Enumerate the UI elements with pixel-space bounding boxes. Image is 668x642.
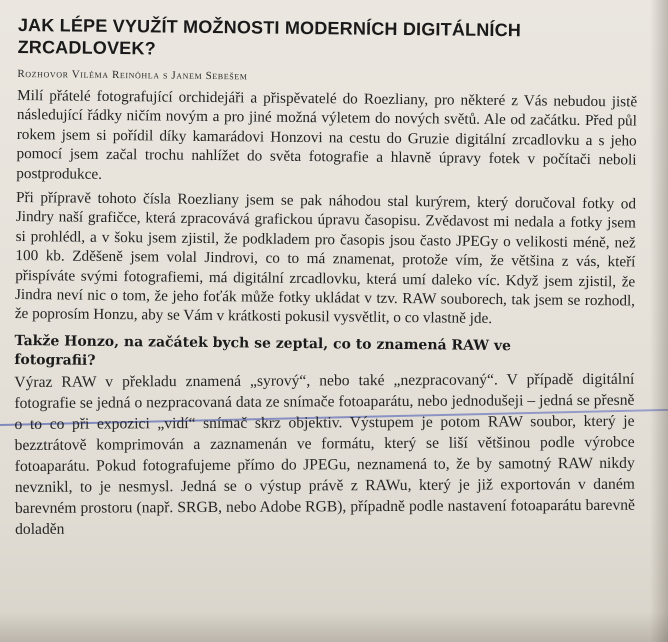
article-title: JAK LÉPE VYUŽÍT MOŽNOSTI MODERNÍCH DIGITÁLNÍCH ZRCADLOVEK? (17, 14, 522, 59)
intro-paragraph-2: Při přípravě tohoto čísla Roezliany jsem se pak náhodou stal kurýrem, který doručoval fotky od Jindry naší grafičce, která zpracovává grafickou úpravu časopisu. Zvědavost mi nedala a fotky jsem si prohlédl, a v šoku jsem zjistil, že podkladem pro časopis jsou často JPEGy o velikosti méně, než 100 kb. Zděšeně jsem volal Jindrovi, co to má znamenat, protože vím, že většina z vás, kteří přispíváte svými fotografiemi, má digitální zrcadlovku, která umí daleko víc. Když jsem zjistil, že Jindra neví nic o tom, že jeho foťák může fotky ukládat v tzv. RAW souborech, tak jsem se rozhodl, že poprosím Honzu, aby se Vám v krátkosti pokusil vysvětlit, o co vlastně jde. (14, 189, 637, 328)
article-byline: Rozhovor Viléma Reinöhla s Janem Sebešem (17, 67, 248, 83)
article (12, 14, 637, 546)
page-bottom-shadow (0, 612, 668, 642)
interview-question: Takže Honzo, na začátek bych se zeptal, co to znamená RAW ve fotografii? (14, 332, 512, 369)
intro-paragraph-1: Milí přátelé fotografující orchidejáři a přispěvatelé do Roezliany, pro některé z Vás nebudou jistě následující řádky ničím novým a pro jiné možná výletem do nových světů. Ale od začátku. Před půl rokem jsem si pořídil díky kamarádovi Honzovi na cestu do Gruzie digitální zrcadlovku a s jeho pomocí jsem začal trochu nahlížet do světa fotografie a hlavně úpravy fotek v počítači neboli postprodukce. (16, 86, 638, 183)
interview-answer: Výraz RAW v překladu znamená „syrový“, nebo také „nezpracovaný“. V případě digitální fotografie se jedná o nezpracovaná data ze snímače fotoaparátu, nebo jednodušeji – jedná se přesně o to co při expozici „vidí“ snímač skrz objektiv. Výstupem je potom RAW soubor, který je bezztrátově komprimován a zaznamenán ve formátu, který se liší většinou podle výrobce fotoaparátu. Pokud fotografujeme přímo do JPEGu, neznamená to, že by samotný RAW nikdy nevznikl, to je nesmysl. Jedná se o výstup právě z RAWu, který je již exportován v daném barevném prostoru (např. SRGB, nebo Adobe RGB), případně podle nastavení fotoaparátu barevně doladěn (14, 370, 636, 538)
page-edge-shadow (650, 0, 668, 642)
